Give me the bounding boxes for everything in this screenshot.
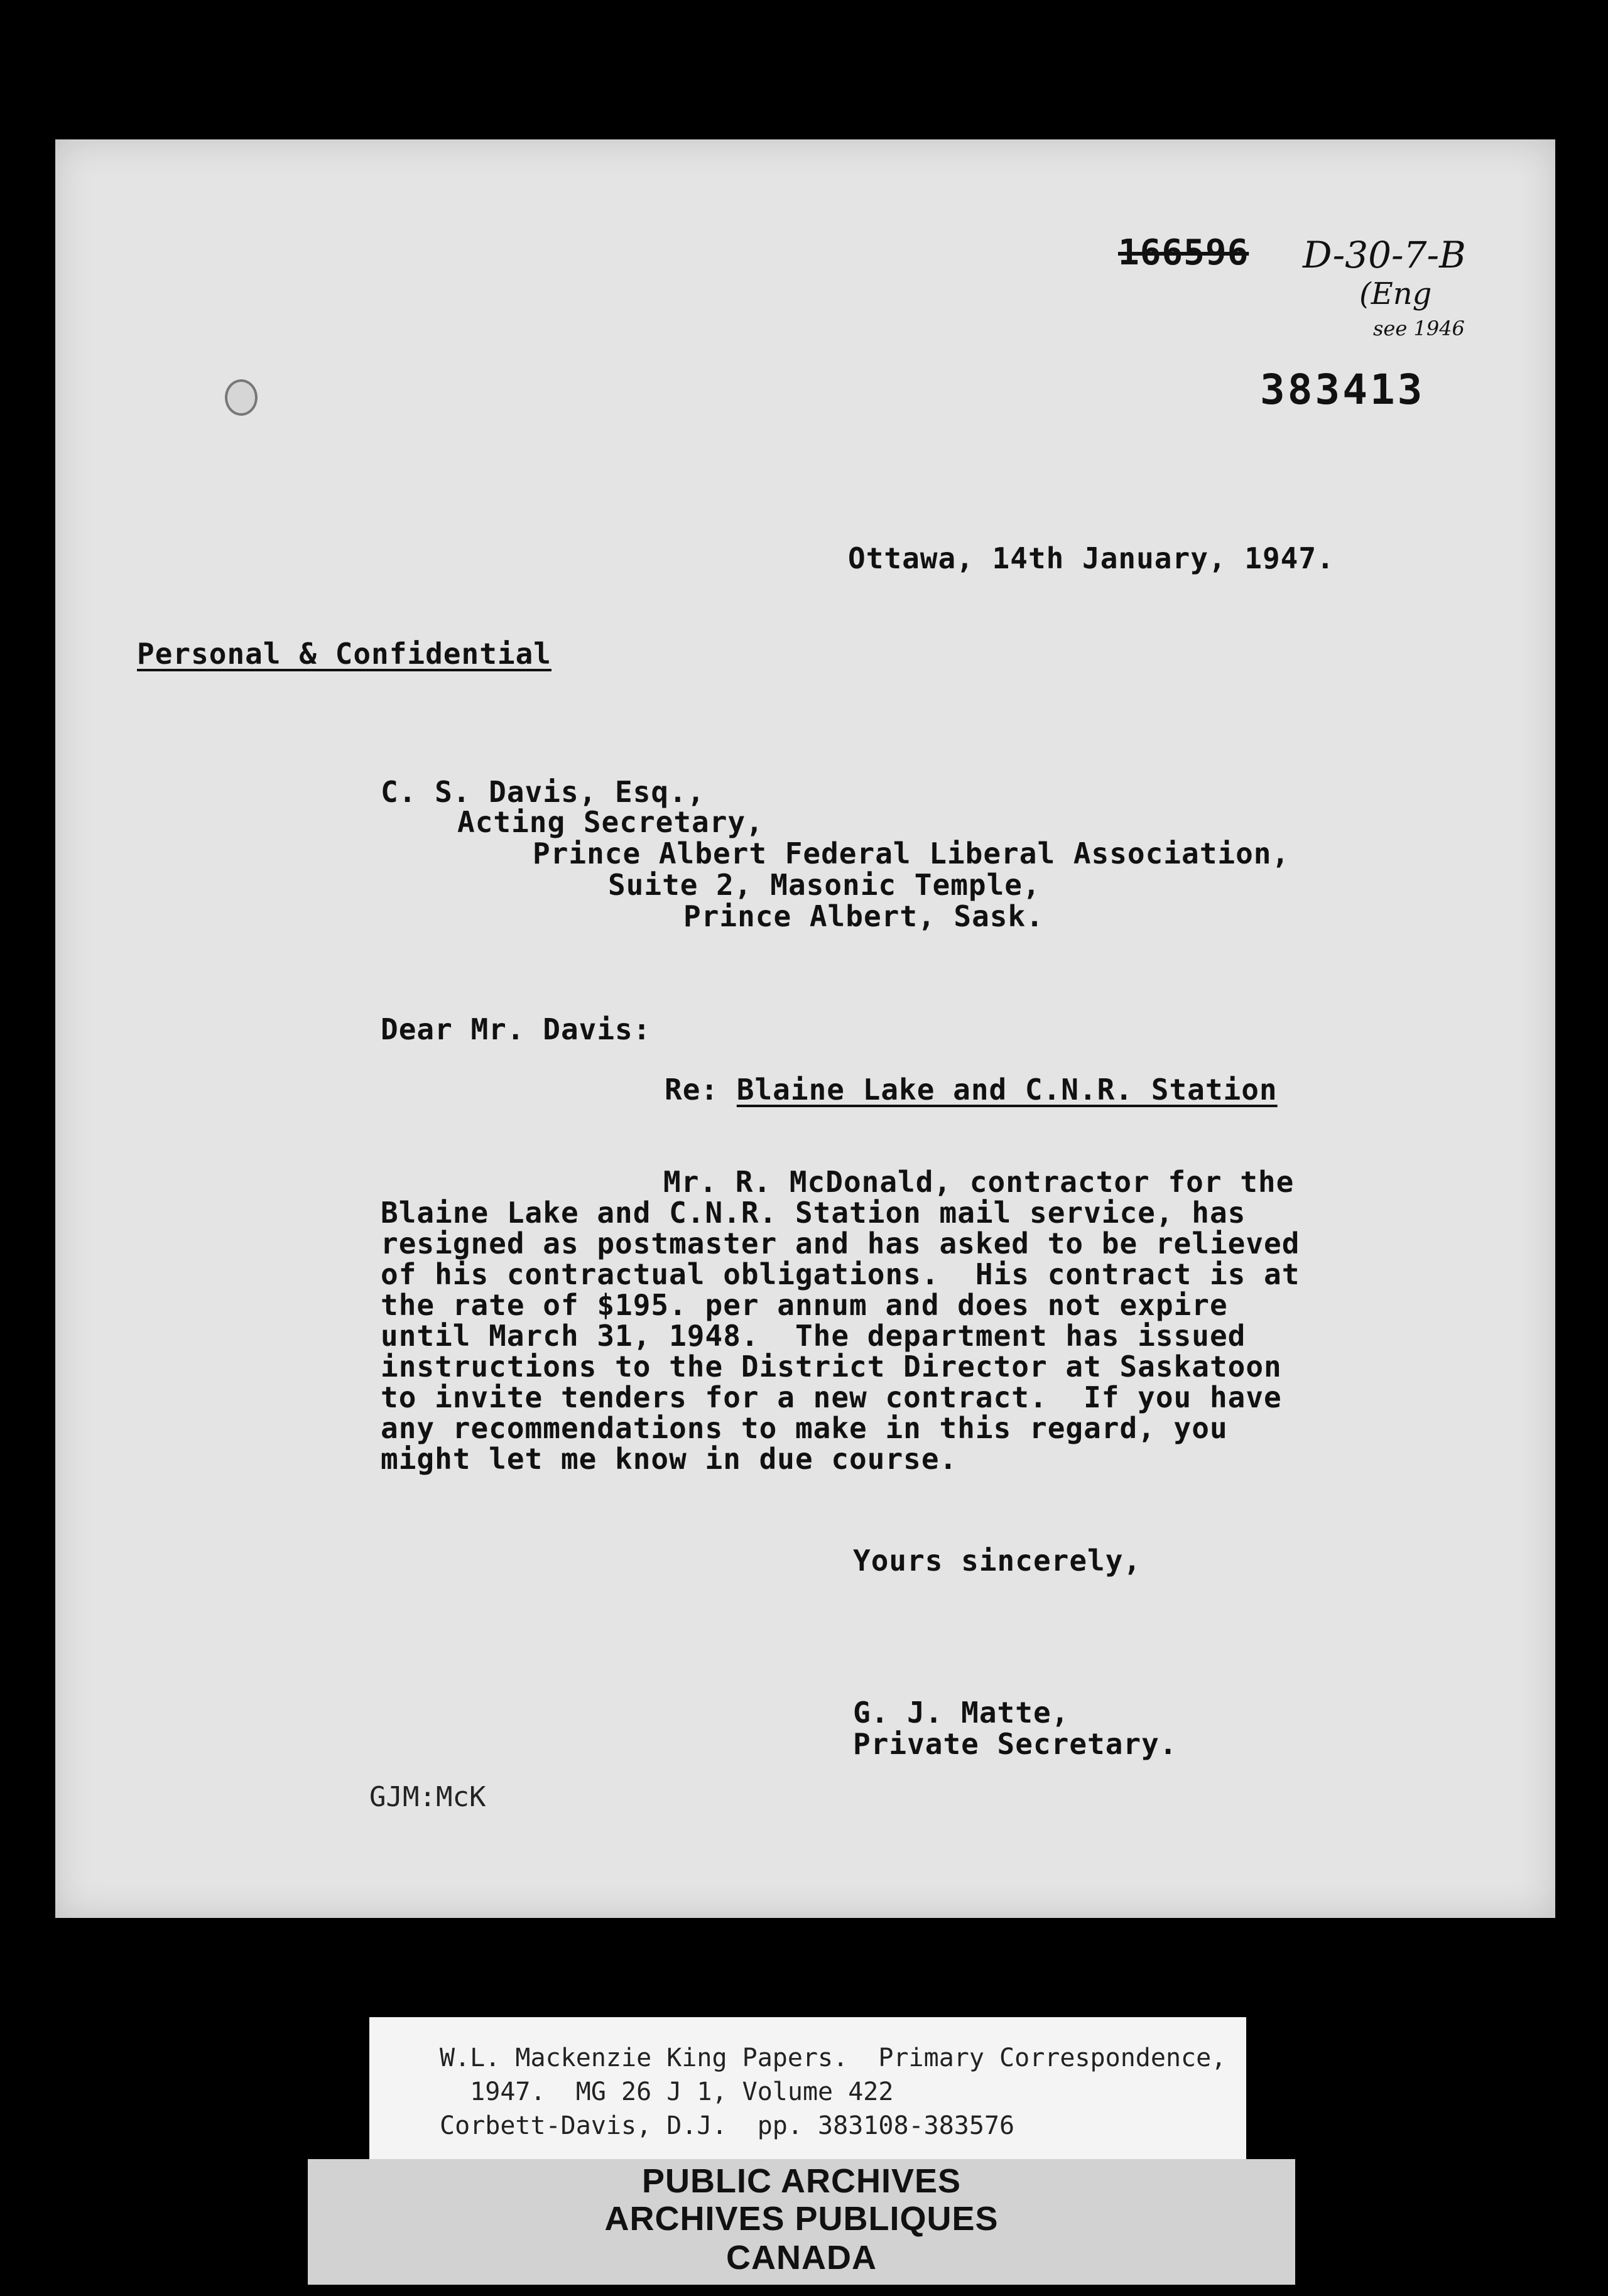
recipient-line-3: Prince Albert Federal Liberal Association, bbox=[533, 837, 1290, 870]
recipient-line-4: Suite 2, Masonic Temple, bbox=[608, 868, 1041, 902]
handwritten-note-2: see 1946 bbox=[1373, 317, 1465, 340]
body-line: until March 31, 1948. The department has issued bbox=[381, 1319, 1246, 1353]
re-subject: Blaine Lake and C.N.R. Station bbox=[736, 1073, 1278, 1107]
body-line: of his contractual obligations. His contract is at bbox=[381, 1257, 1300, 1291]
archive-line-1: W.L. Mackenzie King Papers. Primary Correspondence, bbox=[440, 2044, 1227, 2072]
archive-line-2: 1947. MG 26 J 1, Volume 422 bbox=[440, 2077, 894, 2106]
old-file-number: 166596 bbox=[1118, 232, 1249, 273]
letter-body bbox=[381, 1167, 1300, 1475]
letter-date: Ottawa, 14th January, 1947. bbox=[848, 541, 1335, 575]
recipient-line-2: Acting Secretary, bbox=[457, 805, 764, 839]
public-archives-stamp bbox=[308, 2159, 1295, 2285]
handwritten-note-1: (Eng bbox=[1359, 276, 1432, 311]
letter-page bbox=[55, 139, 1555, 1918]
body-line: Mr. R. McDonald, contractor for the bbox=[663, 1165, 1295, 1199]
stamp-line-2: ARCHIVES PUBLIQUES bbox=[604, 2200, 999, 2238]
closing: Yours sincerely, bbox=[853, 1544, 1142, 1578]
salutation: Dear Mr. Davis: bbox=[381, 1012, 651, 1046]
body-line: the rate of $195. per annum and does not expire bbox=[381, 1288, 1228, 1322]
typist-initials: GJM:McK bbox=[369, 1781, 486, 1813]
body-line: might let me know in due course. bbox=[381, 1442, 958, 1476]
recipient-line-1: C. S. Davis, Esq., bbox=[381, 775, 705, 809]
body-line: any recommendations to make in this regard, you bbox=[381, 1411, 1228, 1445]
recipient-line-5: Prince Albert, Sask. bbox=[683, 899, 1044, 933]
body-line: instructions to the District Director at Saskatoon bbox=[381, 1350, 1282, 1384]
body-line: resigned as postmaster and has asked to be relieved bbox=[381, 1227, 1300, 1260]
stamp-line-3: CANADA bbox=[726, 2239, 877, 2277]
classification-heading: Personal & Confidential bbox=[137, 637, 551, 671]
archive-line-3: Corbett-Davis, D.J. pp. 383108-383576 bbox=[440, 2111, 1015, 2140]
body-line: to invite tenders for a new contract. If you have bbox=[381, 1380, 1282, 1414]
stamp-line-1: PUBLIC ARCHIVES bbox=[641, 2162, 962, 2200]
punch-hole-icon bbox=[225, 379, 258, 416]
document-stamp-number: 383413 bbox=[1260, 366, 1425, 414]
handwritten-reference: D-30-7-B bbox=[1303, 234, 1466, 276]
signature-title: Private Secretary. bbox=[853, 1727, 1178, 1761]
body-line: Blaine Lake and C.N.R. Station mail service, has bbox=[381, 1196, 1246, 1230]
signature-name: G. J. Matte, bbox=[853, 1696, 1070, 1730]
re-prefix: Re: bbox=[665, 1073, 719, 1107]
re-line bbox=[665, 1073, 1278, 1107]
archive-reference-label bbox=[369, 2017, 1246, 2159]
